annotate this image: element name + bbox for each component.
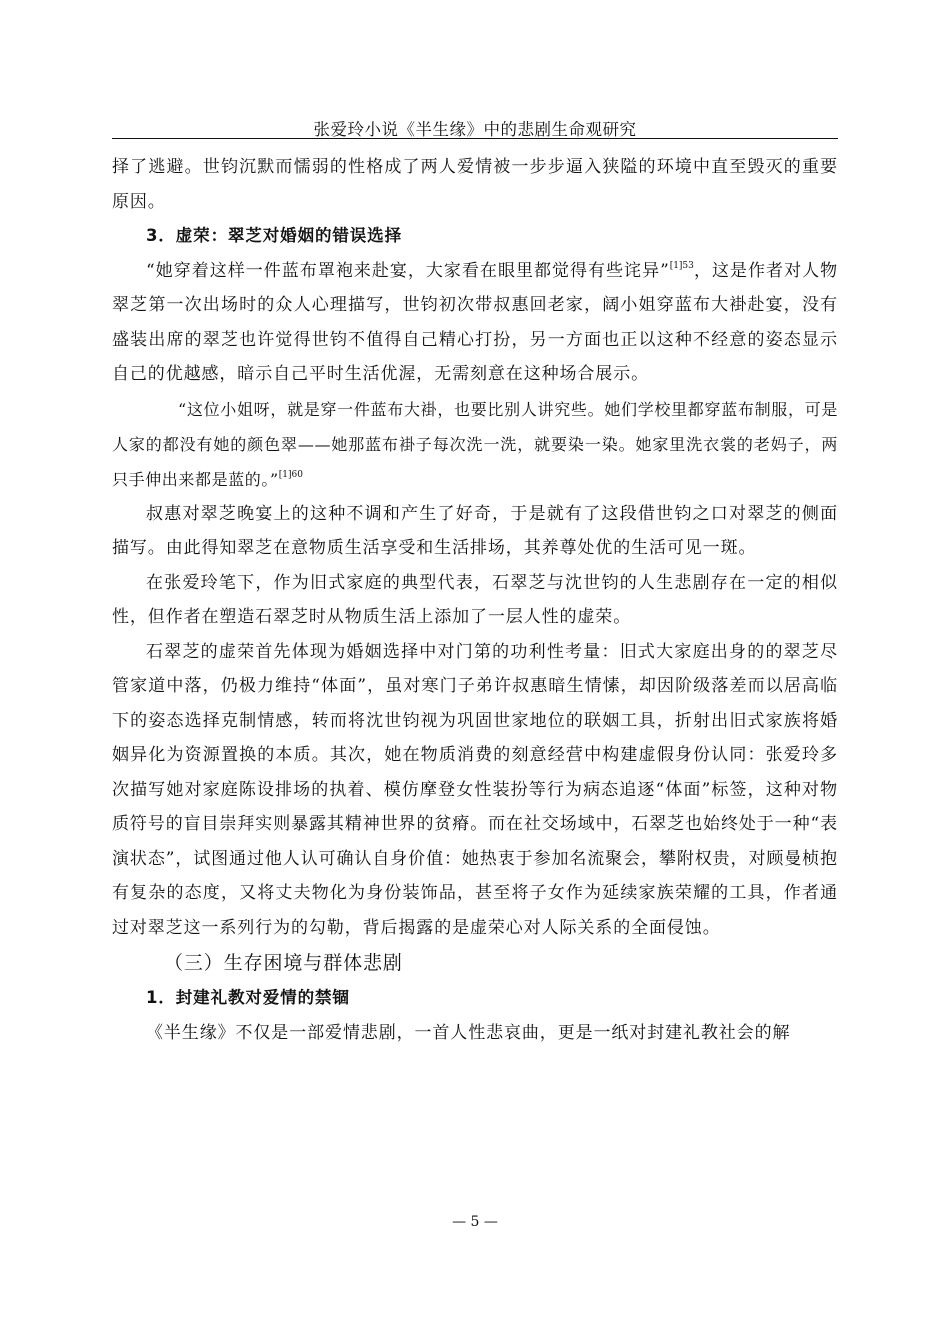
running-header: 张爱玲小说《半生缘》中的悲剧生命观研究 [313, 120, 637, 139]
paragraph-vanity-analysis: 石翠芝的虚荣首先体现为婚姻选择中对门第的功利性考量：旧式大家庭出身的的翠芝尽管家道中落，仍极力维持“体面”，虽对寒门子弟许叔惠暗生情愫，却因阶级落差而以居高临下的姿态选择克制情感，转而将沈世钧视为巩固世家地位的联姻工具，折射出旧式家族将婚姻异化为资源置换的本质。其次，她在物质消费的刻意经营中构建虚假身份认同：张爱玲多次描写她对家庭陈设排场的执着、模仿摩登女性装扮等行为病态追逐“体面”标签，这种对物质符号的盲目崇拜实则暴露其精神世界的贫瘠。而在社交场域中，石翠芝也始终处于一种“表演状态”，试图通过他人认可确认自身价值：她热衷于参加名流聚会，攀附权贵，对顾曼桢抱有复杂的态度，又将丈夫物化为身份装饰品，甚至将子女作为延续家族荣耀的工具，作者通过对翠芝这一系列行为的勾勒，背后揭露的是虚荣心对人际关系的全面侵蚀。 [112, 641, 838, 938]
paragraph-first-appearance [112, 254, 838, 392]
section-heading: （三）生存困境与群体悲剧 [164, 952, 403, 974]
paragraph-text: ，这是作者对人物翠芝第一次出场时的众人心理描写，世钧初次带叔惠回老家，阔小姐穿蓝布大褂赴宴，没有盛装出席的翠芝也许觉得世钧不值得自己精心打扮，另一方面也正以这种不经意的姿态显示自己的优越感，暗示自己平时生活优渥，无需刻意在这种场合展示。 [112, 260, 838, 384]
inline-quote: “她穿着这样一件蓝布罩袍来赴宴，大家看在眼里都觉得有些诧异” [146, 260, 670, 281]
page-number: — 5 — [452, 1214, 498, 1230]
subheading-vanity: 3．虚荣：翠芝对婚姻的错误选择 [146, 226, 402, 245]
block-quote [112, 392, 838, 497]
paragraph-continued: 择了逃避。世钧沉默而懦弱的性格成了两人爱情被一步步逼入狭隘的环境中直至毁灭的重要原因。 [112, 157, 838, 212]
page-body [112, 150, 838, 1050]
citation: [1]53 [669, 260, 694, 271]
citation: [1]60 [278, 469, 303, 480]
block-quote-text: “这位小姐呀，就是穿一件蓝布大褂，也要比别人讲究些。她们学校里都穿蓝布制服，可是人家的都没有她的颜色翠——她那蓝布褂子每次洗一洗，就要染一染。她家里洗衣裳的老妈子，两只手伸出来都是蓝的。” [112, 399, 838, 489]
paragraph-feudal: 《半生缘》不仅是一部爱情悲剧，一首人性悲哀曲，更是一纸对封建礼教社会的解 [146, 1022, 791, 1043]
header-rule [112, 138, 838, 139]
paragraph-similarity: 在张爱玲笔下，作为旧式家庭的典型代表，石翠芝与沈世钧的人生悲剧存在一定的相似性，但作者在塑造石翠芝时从物质生活上添加了一层人性的虚荣。 [112, 572, 838, 627]
subheading-feudal: 1．封建礼教对爱情的禁锢 [146, 988, 350, 1007]
paragraph-curiosity: 叔惠对翠芝晚宴上的这种不调和产生了好奇，于是就有了这段借世钧之口对翠芝的侧面描写。由此得知翠芝在意物质生活享受和生活排场，其养尊处优的生活可见一斑。 [112, 503, 838, 558]
